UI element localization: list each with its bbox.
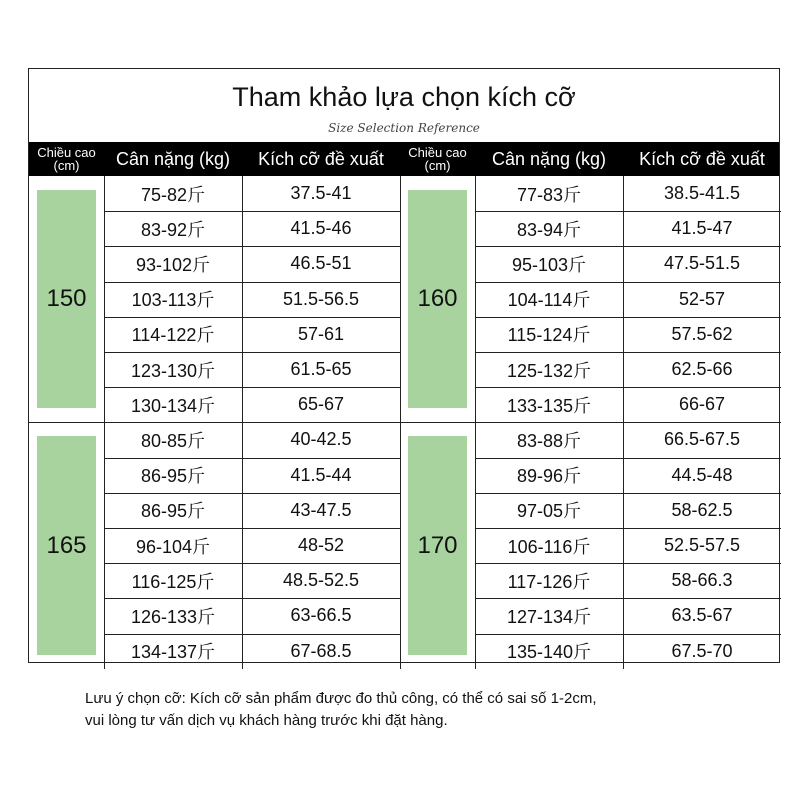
size-cell: 66-67: [678, 394, 726, 415]
weight-cell: 104-114斤: [507, 290, 591, 311]
column-divider: [623, 176, 624, 669]
size-cell: 52.5-57.5: [663, 535, 741, 555]
size-cell: 58-62.5: [671, 499, 733, 520]
weight-cell: 126-133斤: [130, 606, 216, 627]
size-cell: 67-68.5: [290, 640, 352, 661]
height-block: 150: [37, 190, 96, 408]
size-cell: 51.5-56.5: [282, 288, 360, 309]
size-cell: 41.5-46: [290, 218, 352, 239]
weight-cell: 134-137斤: [130, 642, 216, 663]
weight-cell: 103-113斤: [131, 290, 215, 311]
weight-cell: 133-135斤: [506, 395, 592, 416]
size-cell: 63.5-67: [671, 605, 733, 626]
size-note: [85, 688, 597, 732]
size-cell: 40-42.5: [290, 429, 352, 450]
weight-cell: 83-92斤: [140, 219, 206, 240]
weight-cell: 127-134斤: [506, 606, 592, 627]
header-height-unit: (cm): [53, 158, 80, 173]
weight-cell: 93-102斤: [135, 254, 211, 275]
weight-cell: 123-130斤: [130, 360, 216, 381]
size-cell: 67.5-70: [671, 640, 733, 661]
header-size-left: Kích cỡ đề xuất: [258, 148, 384, 169]
header-height-unit: (cm): [424, 158, 451, 173]
weight-cell: 114-122斤: [131, 325, 215, 346]
size-cell: 46.5-51: [290, 253, 352, 274]
size-cell: 48.5-52.5: [282, 570, 360, 591]
size-cell: 57-61: [297, 323, 345, 344]
weight-cell: 130-134斤: [130, 395, 216, 416]
size-cell: 66.5-67.5: [663, 429, 741, 450]
weight-cell: 135-140斤: [506, 642, 592, 663]
size-cell: 62.5-66: [671, 359, 733, 379]
size-chart-frame: [28, 68, 780, 663]
note-line-1: Lưu ý chọn cỡ: Kích cỡ sản phẩm được đo thủ công, có thể có sai số 1-2cm,: [85, 690, 597, 707]
size-cell: 61.5-65: [290, 359, 352, 379]
column-divider: [475, 176, 476, 669]
size-cell: 47.5-51.5: [663, 253, 741, 274]
block-divider: [29, 422, 781, 423]
height-block: 165: [37, 436, 96, 654]
size-cell: 48-52: [297, 535, 345, 555]
weight-cell: 106-116斤: [507, 536, 591, 557]
chart-title: Tham khảo lựa chọn kích cỡ: [232, 82, 576, 112]
column-divider: [400, 176, 401, 669]
size-cell: 65-67: [297, 394, 345, 415]
size-cell: 52-57: [678, 288, 726, 309]
weight-cell: 96-104斤: [135, 536, 211, 557]
column-divider: [104, 176, 105, 669]
size-cell: 63-66.5: [290, 605, 352, 626]
weight-cell: 125-132斤: [506, 360, 592, 381]
header-weight-right: Cân nặng (kg): [491, 148, 607, 169]
weight-cell: 86-95斤: [140, 466, 206, 487]
weight-cell: 115-124斤: [507, 325, 591, 346]
size-cell: 43-47.5: [290, 499, 352, 520]
weight-cell: 116-125斤: [131, 571, 215, 592]
size-cell: 44.5-48: [671, 464, 733, 485]
header-height-right: [400, 142, 475, 176]
chart-subtitle: Size Selection Reference: [328, 121, 480, 135]
weight-cell: 97-05斤: [516, 501, 582, 522]
header-height-label: Chiều cao: [37, 145, 96, 160]
size-cell: 41.5-47: [671, 218, 733, 239]
weight-cell: 83-94斤: [516, 219, 582, 240]
header-height-left: [29, 142, 104, 176]
weight-cell: 83-88斤: [516, 430, 582, 451]
size-cell: 37.5-41: [290, 183, 352, 203]
weight-cell: 75-82斤: [140, 184, 206, 205]
weight-cell: 86-95斤: [140, 501, 206, 522]
size-cell: 58-66.3: [671, 570, 733, 591]
weight-cell: 77-83斤: [516, 184, 582, 205]
header-weight-left: Cân nặng (kg): [115, 148, 231, 169]
size-cell: 57.5-62: [671, 323, 733, 344]
size-cell: 38.5-41.5: [663, 183, 741, 203]
header-size-right: Kích cỡ đề xuất: [639, 148, 765, 169]
height-block: 170: [408, 436, 467, 654]
height-block: 160: [408, 190, 467, 408]
weight-cell: 95-103斤: [511, 254, 587, 275]
weight-cell: 117-126斤: [507, 571, 591, 592]
header-height-label: Chiều cao: [408, 145, 467, 160]
weight-cell: 80-85斤: [140, 430, 206, 451]
note-line-2: vui lòng tư vấn dịch vụ khách hàng trước khi đặt hàng.: [85, 712, 448, 729]
weight-cell: 89-96斤: [516, 466, 582, 487]
table-header: [29, 142, 779, 176]
size-cell: 41.5-44: [290, 464, 352, 485]
column-divider: [242, 176, 243, 669]
